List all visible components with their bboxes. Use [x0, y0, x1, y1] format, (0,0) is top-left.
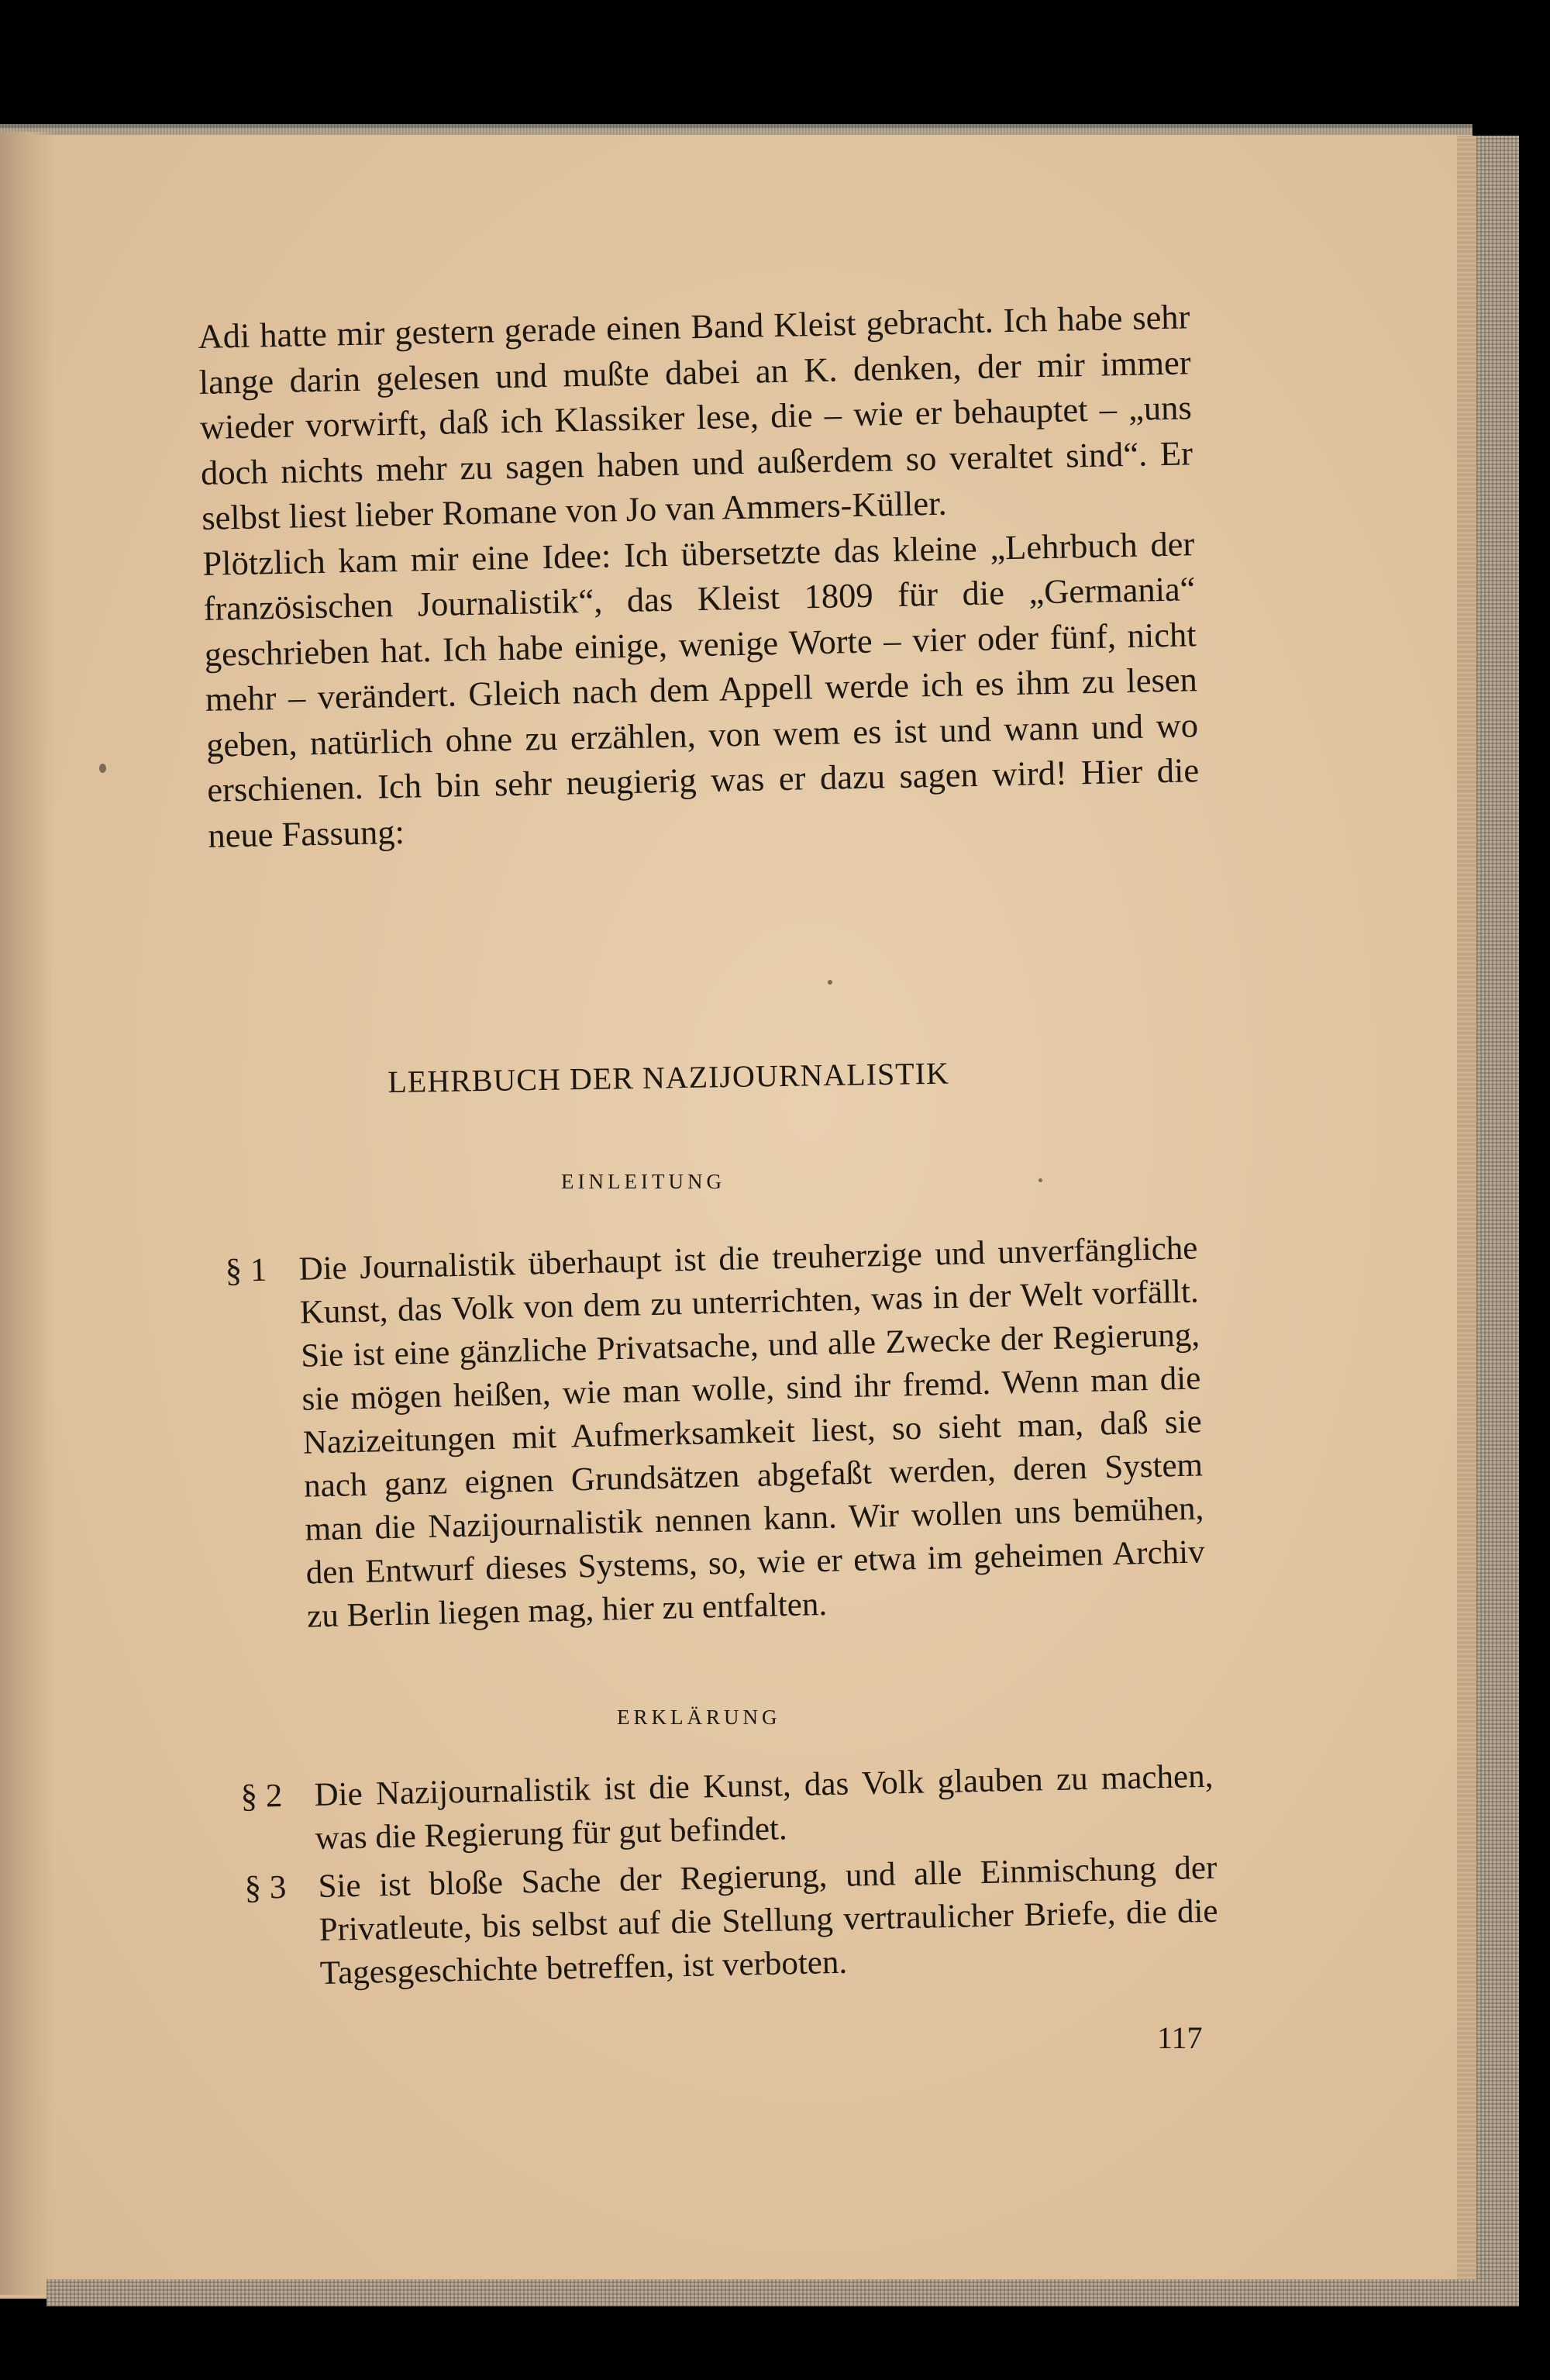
- gutter-shadow: [0, 132, 54, 2295]
- paragraph-number: § 2: [240, 1777, 283, 1815]
- paragraph-text: Sie ist bloße Sache der Regierung, und alle Einmischung der Privatleute, bis selbst auf die Stellung vertraulicher Briefe, die die Tagesgeschichte betreffen, ist verboten.: [318, 1849, 1218, 1992]
- paragraph-text: Die Journalistik überhaupt ist die treuherzige und unverfängliche Kunst, das Volk von dem zu unterrichten, was in der Welt vorfällt. Sie ist eine gänzliche Privatsache, und alle Zwecke der Regierung, sie mögen heißen, wie man wolle, sind ihr fremd. Wenn man die Nazizeitungen mit Aufmerksamkeit liest, so sieht man, daß sie nach ganz eignen Grundsätzen abgefaßt werden, deren System man die Nazijournalistik nennen kann. Wir wollen uns bemühen, den Entwurf dieses Systems, so, wie er etwa im geheimen Archiv zu Berlin liegen mag, hier zu entfalten.: [298, 1230, 1206, 1635]
- page-top-edge: [0, 124, 1472, 135]
- paragraph-number: § 3: [244, 1868, 287, 1906]
- speck-mark: [1038, 1178, 1042, 1182]
- paragraph-text: Die Nazijournalistik ist die Kunst, das Volk glauben zu machen, was die Regierung für gut befindet.: [314, 1757, 1214, 1857]
- paragraph-number: § 1: [225, 1251, 267, 1289]
- page-number: 117: [1157, 2020, 1203, 2055]
- cloth-cover-right: [1476, 136, 1519, 2291]
- speck-mark: [99, 764, 106, 773]
- numbered-paragraph: [244, 1847, 1219, 1997]
- chapter-title: LEHRBUCH DER NAZIJOURNALISTIK: [388, 1055, 950, 1099]
- section-heading: EINLEITUNG: [561, 1170, 725, 1193]
- speck-mark: [828, 980, 832, 985]
- intro-paragraph: Adi hatte mir gestern gerade einen Band Kleist gebracht. Ich habe sehr lange darin gelesen und mußte dabei an K. denken, der mir immer wieder vorwirft, daß ich Klassiker lese, die – wie er behauptet – „uns doch nichts mehr zu sagen haben und außerdem so veraltet sind“. Er selbst liest lieber Romane von Jo van Ammers-Küller.: [198, 297, 1194, 537]
- numbered-paragraph: [225, 1226, 1207, 1640]
- section-heading: ERKLÄRUNG: [617, 1706, 781, 1729]
- cloth-cover-bottom: [46, 2279, 1519, 2306]
- intro-paragraph: Plötzlich kam mir eine Idee: Ich übersetzte das kleine „Lehrbuch der französischen Journalistik“, das Kleist 1809 für die „Germania“ geschrieben hat. Ich habe einige, wenige Worte – vier oder fünf, nicht mehr – verändert. Gleich nach dem Appell werde ich es ihm zu lesen geben, natürlich ohne zu erzählen, von wem es ist und wann und wo erschienen. Ich bin sehr neugierig was er dazu sagen wird! Hier die neue Fassung:: [202, 523, 1200, 855]
- diary-entry: [198, 294, 1200, 858]
